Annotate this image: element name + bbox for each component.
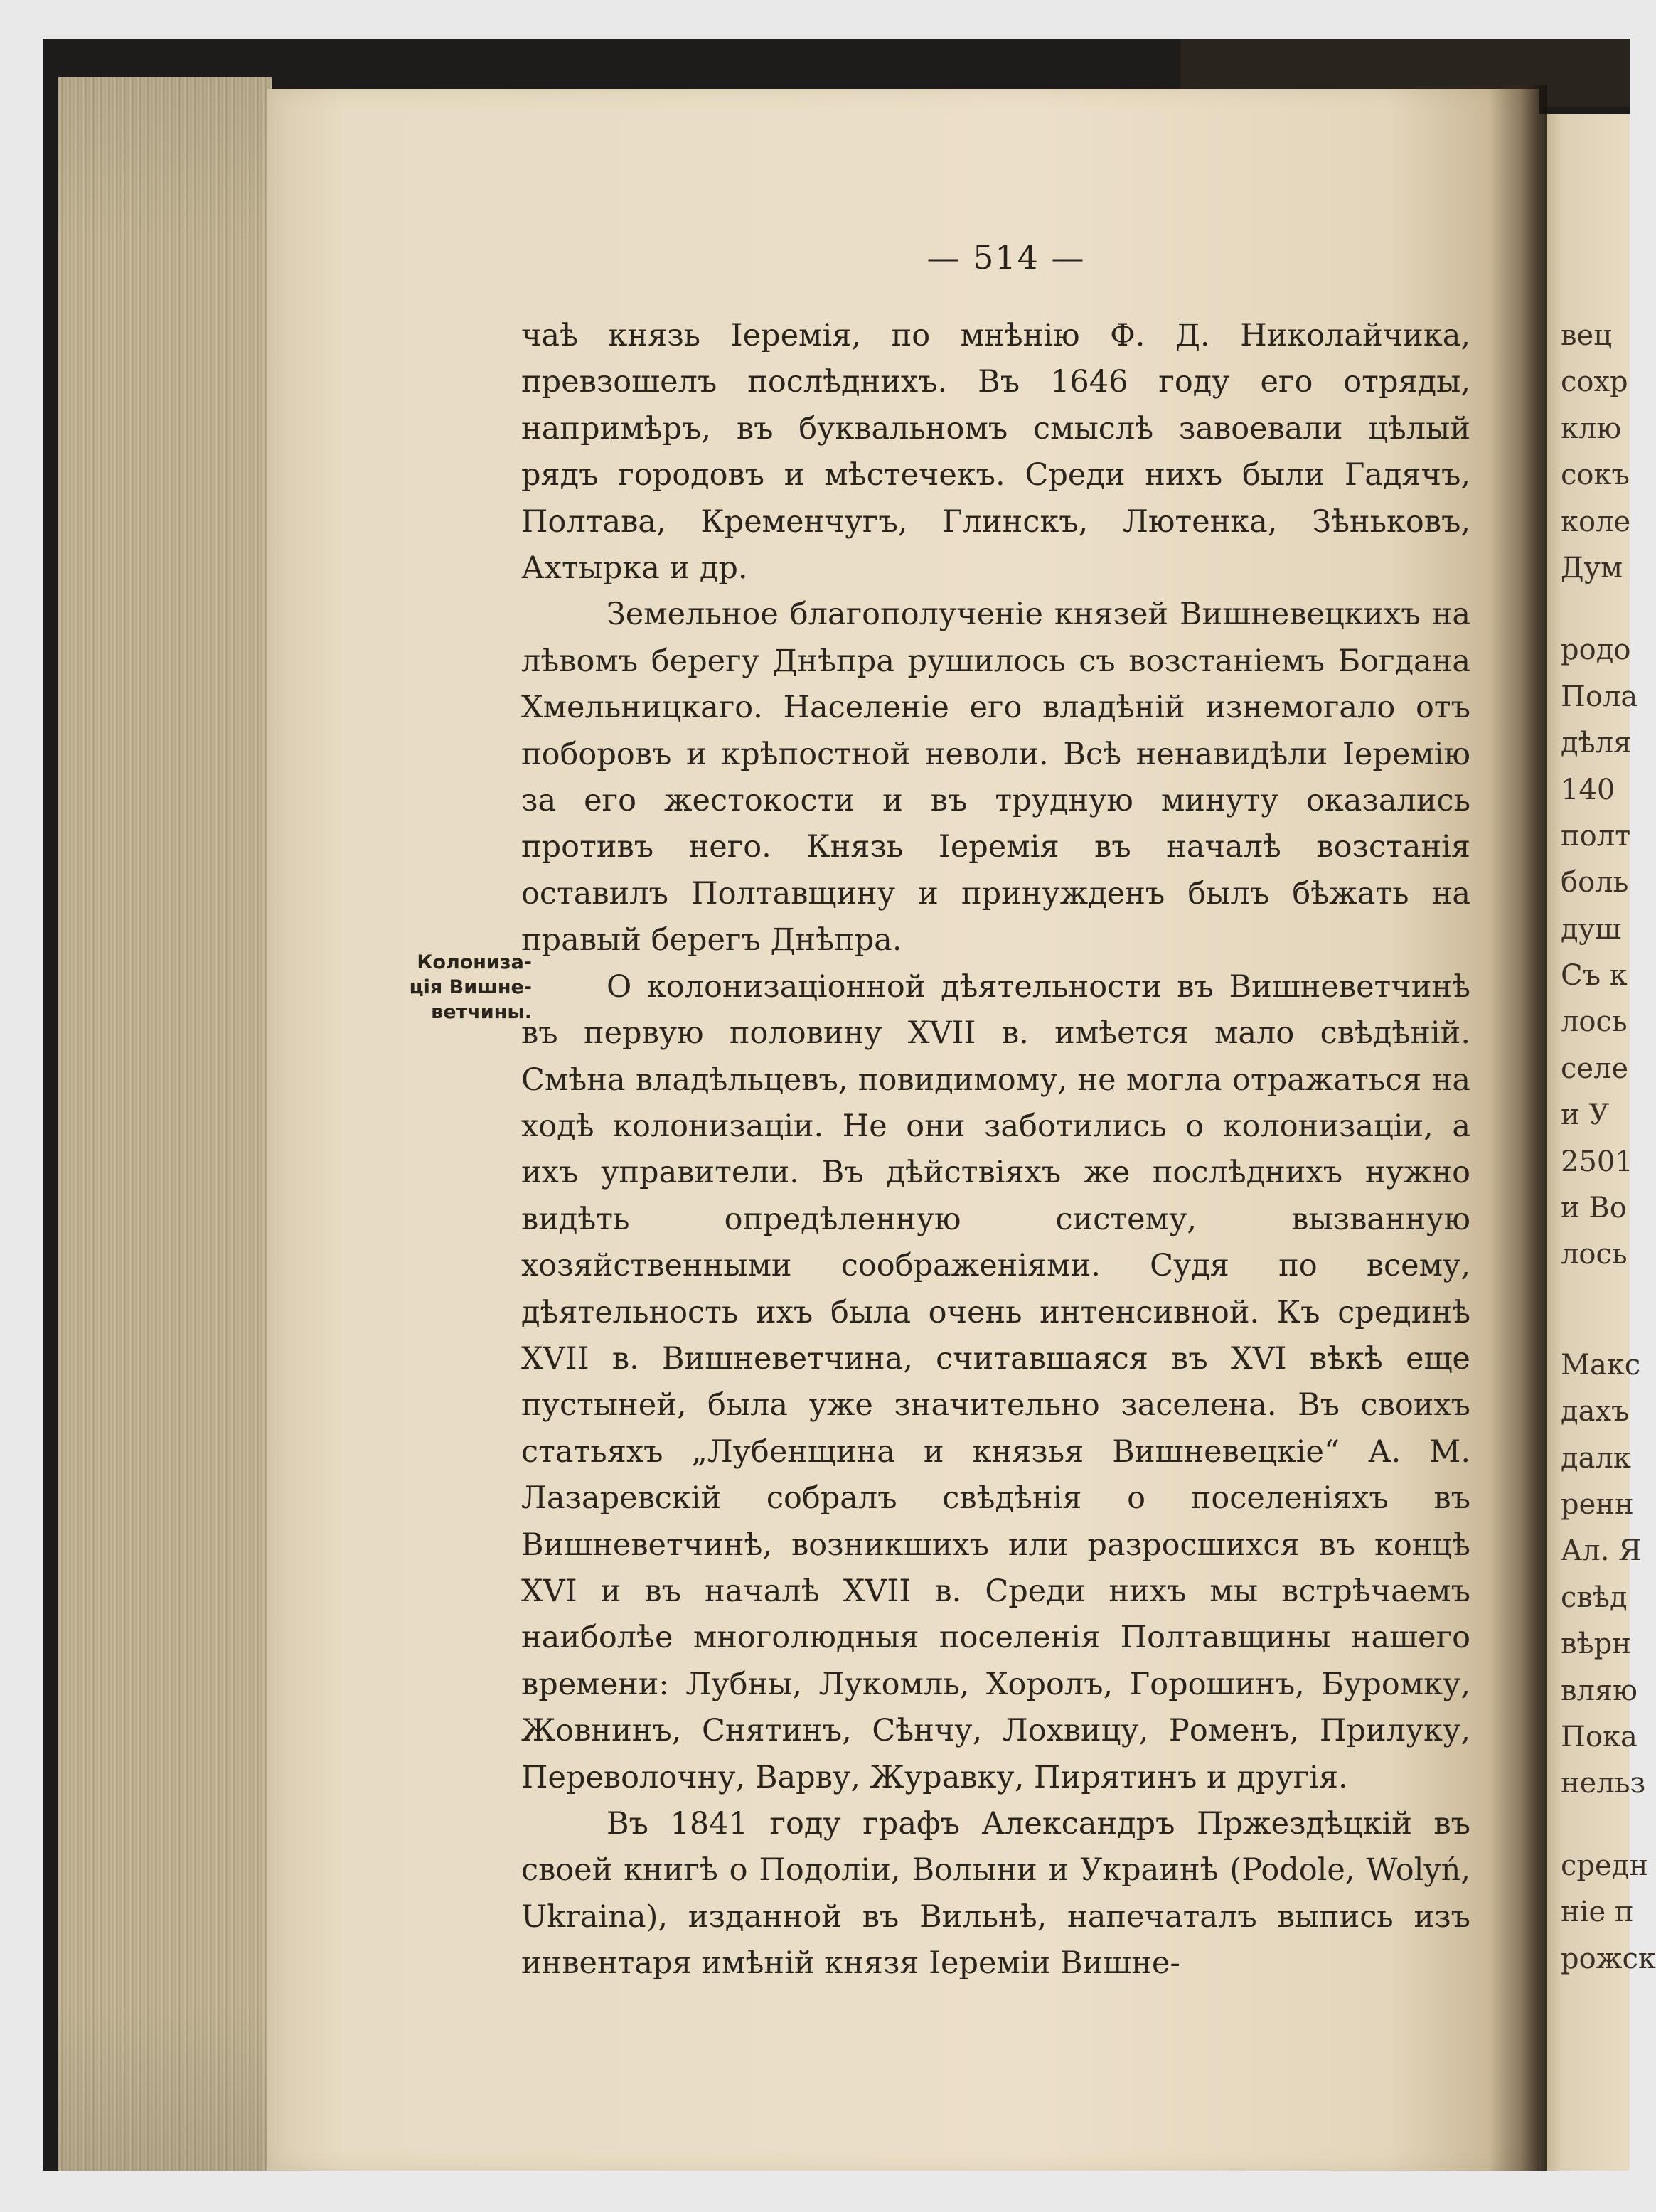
facing-line: дахъ [1561,1395,1630,1428]
facing-line: полт [1561,819,1631,853]
facing-line: далк [1561,1441,1631,1475]
facing-line: сохр [1561,365,1628,399]
facing-line: Пока [1561,1720,1638,1753]
facing-line: дѣля [1561,727,1632,760]
margin-note-line: ветчины. [431,1001,532,1023]
facing-line: ніе п [1561,1896,1634,1929]
paragraph: Въ 1841 году графъ Александръ Пржездѣцкій въ своей книгѣ о Подоліи, Волыни и Украинѣ (Podole, Wolyń, Ukraina), изданной въ Вильнѣ, напечаталъ выпись изъ инвентаря имѣній князя Іереміи Вишне- [521,1806,1470,1982]
margin-note-line: Колониза- [417,951,532,973]
facing-line: коле [1561,505,1631,538]
facing-line: боль [1561,866,1629,899]
paragraph: чаѣ князь Іеремія, по мнѣнію Ф. Д. Николайчика, превзошелъ послѣднихъ. Въ 1646 году его отряды, напримѣръ, въ буквальномъ смыслѣ завоевали цѣлый рядъ городовъ и мѣстечекъ. Среди нихъ были Гадячъ, Полтава, Кременчугъ, Глинскъ, Лютенка, Зѣньковъ, Ахтырка и др. [521,318,1470,587]
paragraph: О колонизаціонной дѣятельности въ Вишневетчинѣ въ первую половину XVII в. имѣется мало свѣдѣній. Смѣна владѣльцевъ, повидимому, не могла отражаться на ходѣ колонизаціи. Не они заботились о колонизаціи, а ихъ управители. Въ дѣйствіяхъ же послѣднихъ нужно видѣть опредѣленную систему, вызванную хозяйственными соображеніями. Судя по всему, дѣятельность ихъ была очень интенсивной. Къ срединѣ XVII в. Вишневетчина, считавшаяся въ XVI вѣкѣ еще пустыней, была уже значительно заселена. Въ своихъ статьяхъ „Лубенщина и князья Вишневецкіе“ А. М. Лазаревскій собралъ свѣдѣнія о поселеніяхъ въ Вишневетчинѣ, возникшихъ или разросшихся въ концѣ XVI и въ началѣ XVII в. Среди нихъ мы встрѣчаемъ наиболѣе многолюдныя поселенія Полтавщины нашего времени: Лубны, Лукомль, Хоролъ, Горошинъ, Буромку, Жовнинъ, Снятинъ, Сѣнчу, Лохвицу, Роменъ, Прилуку, Переволочну, Варву, Журавку, Пирятинъ и другія. [521,968,1470,1795]
facing-line: Дум [1561,551,1623,584]
facing-line: и У [1561,1099,1610,1132]
facing-line: Съ к [1561,959,1628,993]
book-fore-edge [58,77,272,2171]
facing-line: Ал. Я [1561,1534,1642,1568]
facing-line: нельз [1561,1767,1646,1800]
facing-line: селе [1561,1052,1629,1085]
facing-line: лось [1561,1005,1628,1039]
facing-line: рожск [1561,1942,1656,1975]
facing-line: 140 [1561,773,1615,806]
facing-line: вляю [1561,1674,1638,1707]
facing-line: лось [1561,1238,1628,1271]
facing-line: свѣд [1561,1581,1628,1614]
facing-line: Пола [1561,680,1638,713]
facing-line: вец [1561,319,1612,352]
facing-line: душ [1561,912,1622,946]
facing-line: вѣрн [1561,1628,1631,1661]
facing-line: средн [1561,1849,1648,1882]
margin-note [390,950,532,1025]
page-number: — 514 — [926,238,1086,277]
facing-line: ренн [1561,1487,1634,1521]
book-gutter [1490,85,1547,2171]
facing-line: 2501 [1561,1145,1633,1178]
paragraph: Земельное благополученіе князей Вишневецкихъ на лѣвомъ берегу Днѣпра рушилось съ возстаніемъ Богдана Хмельницкаго. Населеніе его владѣній изнемогало отъ поборовъ и крѣпостной неволи. Всѣ ненавидѣли Іеремію за его жестокости и въ трудную минуту оказались противъ него. Князь Іеремія въ началѣ возстанія оставилъ Полтавщину и принужденъ былъ бѣжать на правый берегъ Днѣпра. [521,597,1470,958]
facing-line: родо [1561,634,1631,667]
facing-line: и Во [1561,1192,1627,1225]
facing-line: Макс [1561,1348,1641,1382]
body-text [521,313,1470,1987]
facing-page-text [1561,313,1656,1982]
facing-line: клю [1561,412,1622,445]
facing-line: сокъ [1561,459,1630,492]
margin-note-line: ція Вишне- [409,976,532,998]
